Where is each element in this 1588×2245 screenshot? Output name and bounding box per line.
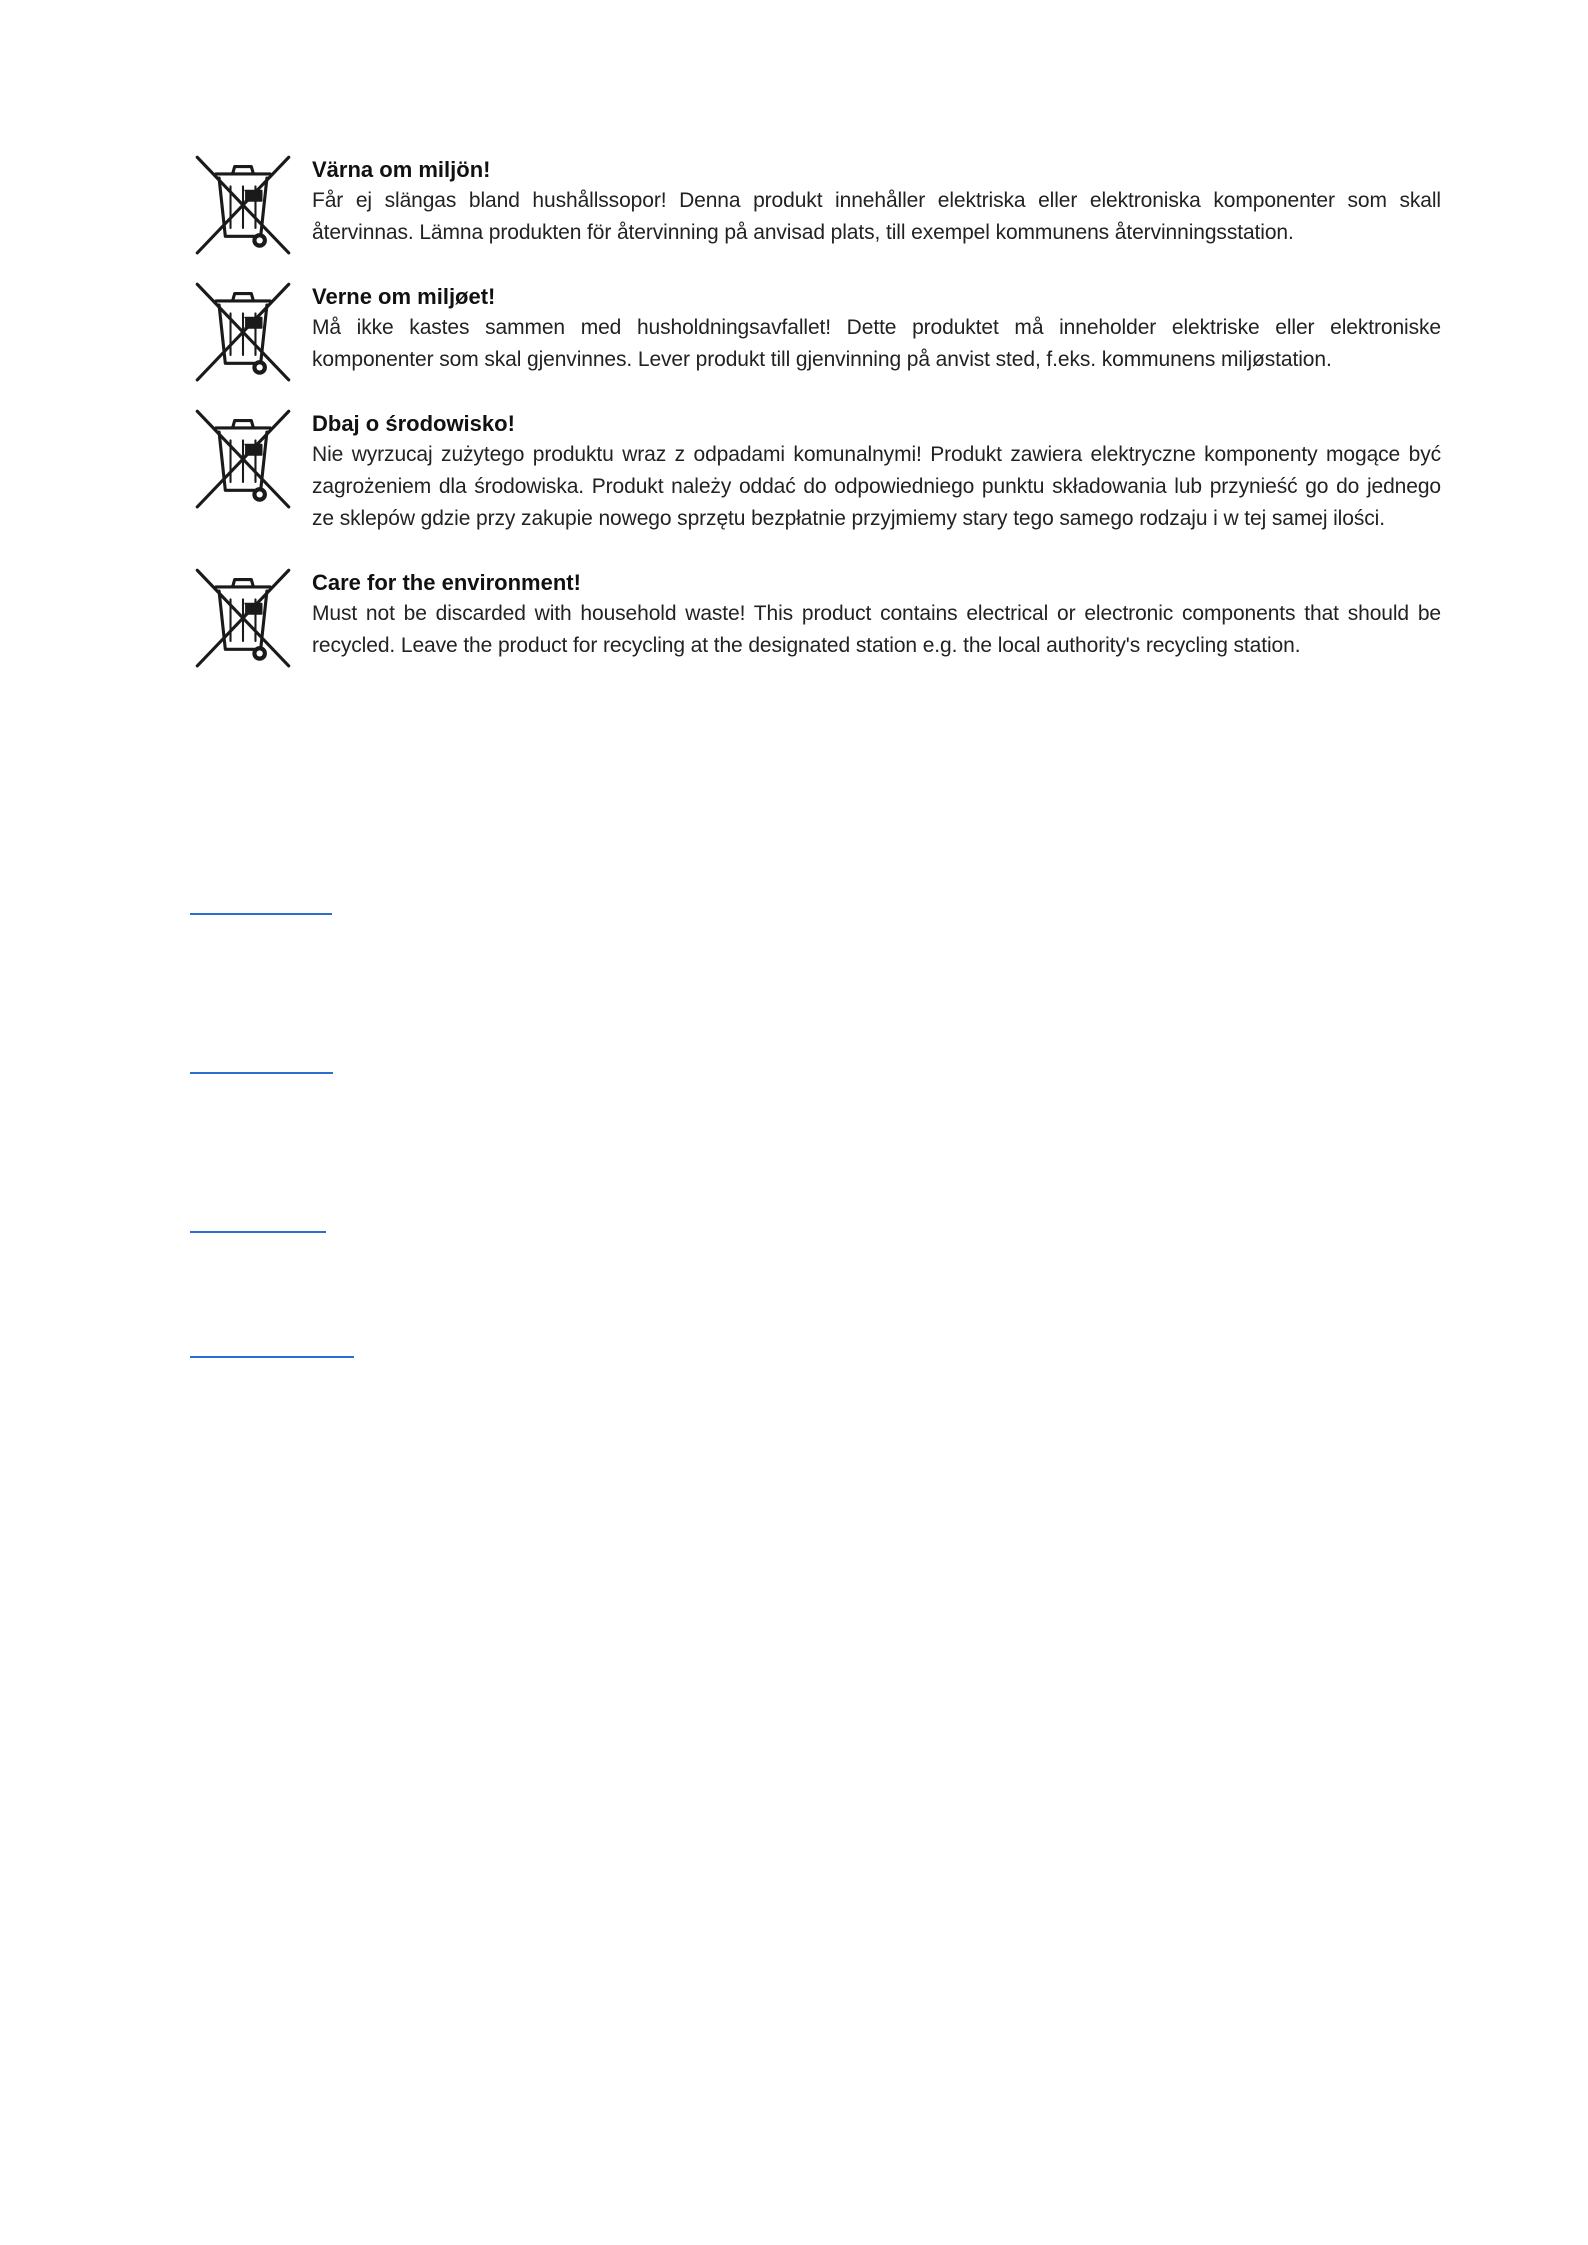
notice-body: Must not be discarded with household waste! This product contains electrical or electronic components that should be recycled. Leave the product for recycling at the designated station e.g. the local authority's recycling station.	[312, 602, 1441, 657]
notice-body: Får ej slängas bland hushållssopor! Denna produkt innehåller elektriska eller elektroniska komponenter som skall återvinnas. Lämna produkten för återvinning på anvisad plats, till exempel kommunens återvinningsstation.	[312, 189, 1441, 244]
notice-heading: Care for the environment!	[312, 570, 581, 595]
empty-link-underline-2[interactable]	[190, 1072, 333, 1074]
empty-link-underline-4[interactable]	[190, 1356, 354, 1358]
recycling-notice-pl	[191, 409, 1441, 535]
notice-heading: Dbaj o środowisko!	[312, 411, 515, 436]
crossed-out-wheelie-bin-icon	[191, 278, 295, 382]
notice-text	[312, 155, 1441, 249]
empty-link-underline-3[interactable]	[190, 1231, 326, 1233]
notice-text	[312, 282, 1441, 376]
recycling-notice-no	[191, 282, 1441, 382]
notice-text	[312, 568, 1441, 662]
notice-heading: Värna om miljön!	[312, 157, 491, 182]
notice-heading: Verne om miljøet!	[312, 284, 496, 309]
notice-text	[312, 409, 1441, 535]
recycling-notice-sv	[191, 155, 1441, 255]
crossed-out-wheelie-bin-icon	[191, 151, 295, 255]
empty-link-underline-1[interactable]	[190, 913, 332, 915]
crossed-out-wheelie-bin-icon	[191, 564, 295, 668]
recycling-notice-en	[191, 568, 1441, 668]
notice-body: Må ikke kastes sammen med husholdningsavfallet! Dette produktet må inneholder elektriske eller elektroniske komponenter som skal gjenvinnes. Lever produkt till gjenvinning på anvist sted, f.eks. kommunens miljøstation.	[312, 316, 1441, 371]
crossed-out-wheelie-bin-icon	[191, 405, 295, 509]
notice-body: Nie wyrzucaj zużytego produktu wraz z odpadami komunalnymi! Produkt zawiera elektryczne komponenty mogące być zagrożeniem dla środowiska. Produkt należy oddać do odpowiedniego punktu składowania lub przynieść go do jednego ze sklepów gdzie przy zakupie nowego sprzętu bezpłatnie przyjmiemy stary tego samego rodzaju i w tej samej ilości.	[312, 443, 1441, 530]
